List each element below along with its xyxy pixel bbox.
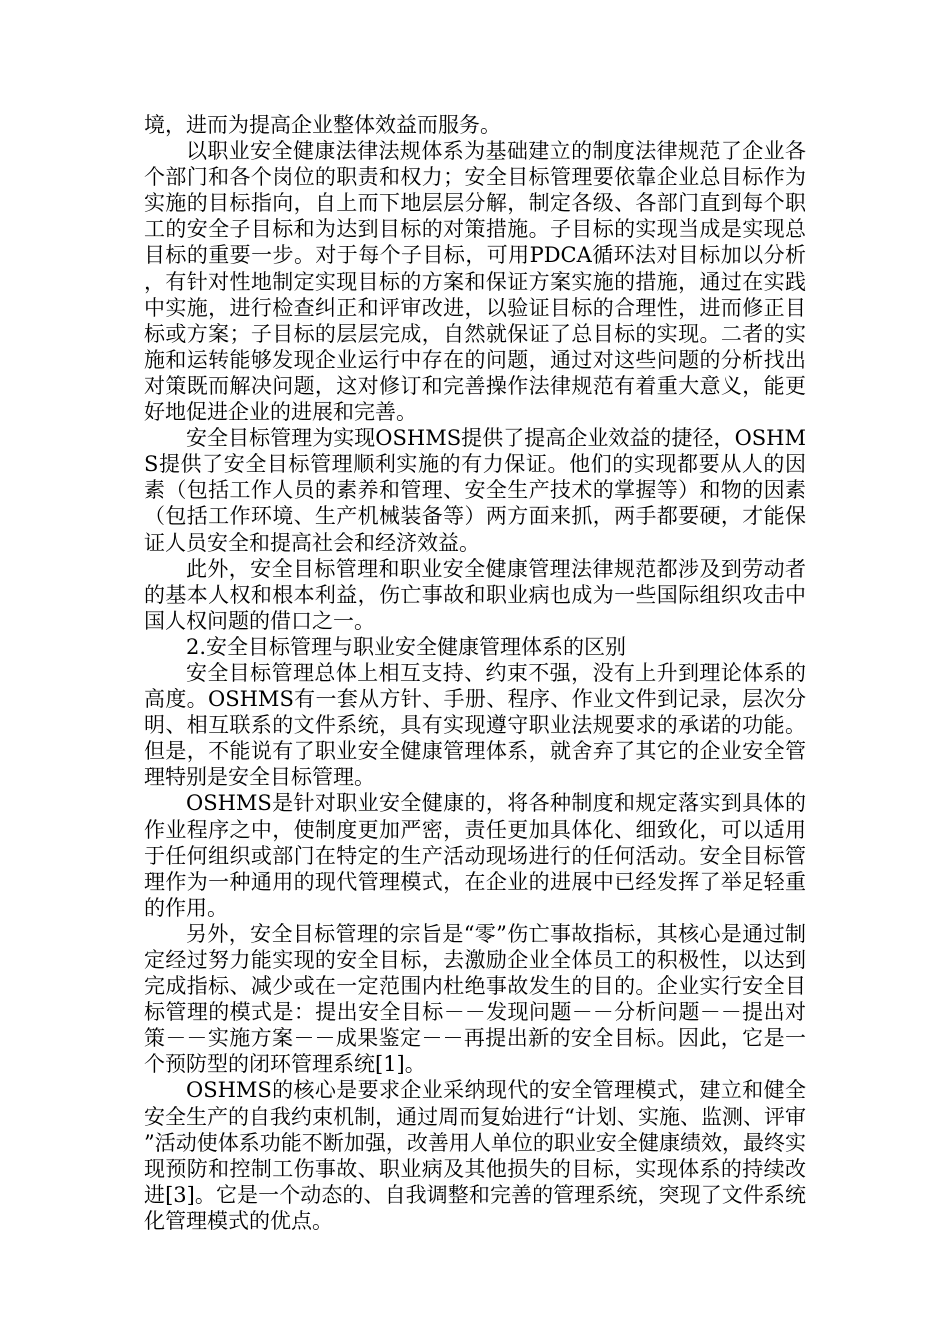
- section-heading-differences: 2.安全目标管理与职业安全健康管理体系的区别: [186, 634, 627, 659]
- document-body: [144, 112, 806, 1234]
- paragraph-efficiency: 安全目标管理为实现OSHMS提供了提高企业效益的捷径，OSHMS提供了安全目标管理顺利实施的有力保证。他们的实现都要从人的因素（包括工作人员的素养和管理、安全生产技术的掌握等）和物的因素（包括工作环境、生产机械装备等）两方面来抓，两手都要硬，才能保证人员安全和提高社会和经济效益。: [144, 426, 806, 555]
- paragraph-human-rights: 此外，安全目标管理和职业安全健康管理法律规范都涉及到劳动者的基本人权和根本利益，伤亡事故和职业病也成为一些国际组织攻击中国人权问题的借口之一。: [144, 556, 806, 633]
- paragraph-continuation: 境，进而为提高企业整体效益而服务。: [144, 113, 501, 137]
- paragraph-oshms-core: OSHMS的核心是要求企业采纳现代的安全管理模式，建立和健全安全生产的自我约束机制，通过周而复始进行“计划、实施、监测、评审”活动使体系功能不断加强，改善用人单位的职业安全健康绩效，最终实现预防和控制工伤事故、职业病及其他损失的目标，实现体系的持续改进[3]。它是一个动态的、自我调整和完善的管理系统，突现了文件系统化管理模式的优点。: [144, 1078, 806, 1233]
- paragraph-oshms-scope: OSHMS是针对职业安全健康的，将各种制度和规定落实到具体的作业程序之中，使制度更加严密，责任更加具体化、细致化，可以适用于任何组织或部门在特定的生产活动现场进行的任何活动。安全目标管理作为一种通用的现代管理模式，在企业的进展中已经发挥了举足轻重的作用。: [144, 791, 806, 920]
- paragraph-legal-framework: 以职业安全健康法律法规体系为基础建立的制度法律规范了企业各个部门和各个岗位的职责和权力；安全目标管理要依靠企业总目标作为实施的目标指向，自上而下地层层分解，制定各级、各部门直到每个职工的安全子目标和为达到目标的对策措施。子目标的实现当成是实现总目标的重要一步。对于每个子目标，可用PDCA循环法对目标加以分析，有针对性地制定实现目标的方案和保证方案实施的措施，通过在实践中实施，进行检查纠正和评审改进，以验证目标的合理性，进而修正目标或方案；子目标的层层完成，自然就保证了总目标的实现。二者的实施和运转能够发现企业运行中存在的问题，通过对这些问题的分析找出对策既而解决问题，这对修订和完善操作法律规范有着重大意义，能更好地促进企业的进展和完善。: [144, 139, 806, 425]
- paragraph-theory-system: 安全目标管理总体上相互支持、约束不强，没有上升到理论体系的高度。OSHMS有一套从方针、手册、程序、作业文件到记录，层次分明、相互联系的文件系统，具有实现遵守职业法规要求的承诺的功能。但是，不能说有了职业安全健康管理体系，就舍弃了其它的企业安全管理特别是安全目标管理。: [144, 660, 806, 790]
- paragraph-zero-accident: 另外，安全目标管理的宗旨是“零”伤亡事故指标，其核心是通过制定经过努力能实现的安全目标，去激励企业全体员工的积极性，以达到完成指标、减少或在一定范围内杜绝事故发生的目的。企业实行安全目标管理的模式是：提出安全目标－－发现问题－－分析问题－－提出对策－－实施方案－－成果鉴定－－再提出新的安全目标。因此，它是一个预防型的闭环管理系统[1]。: [144, 921, 806, 1077]
